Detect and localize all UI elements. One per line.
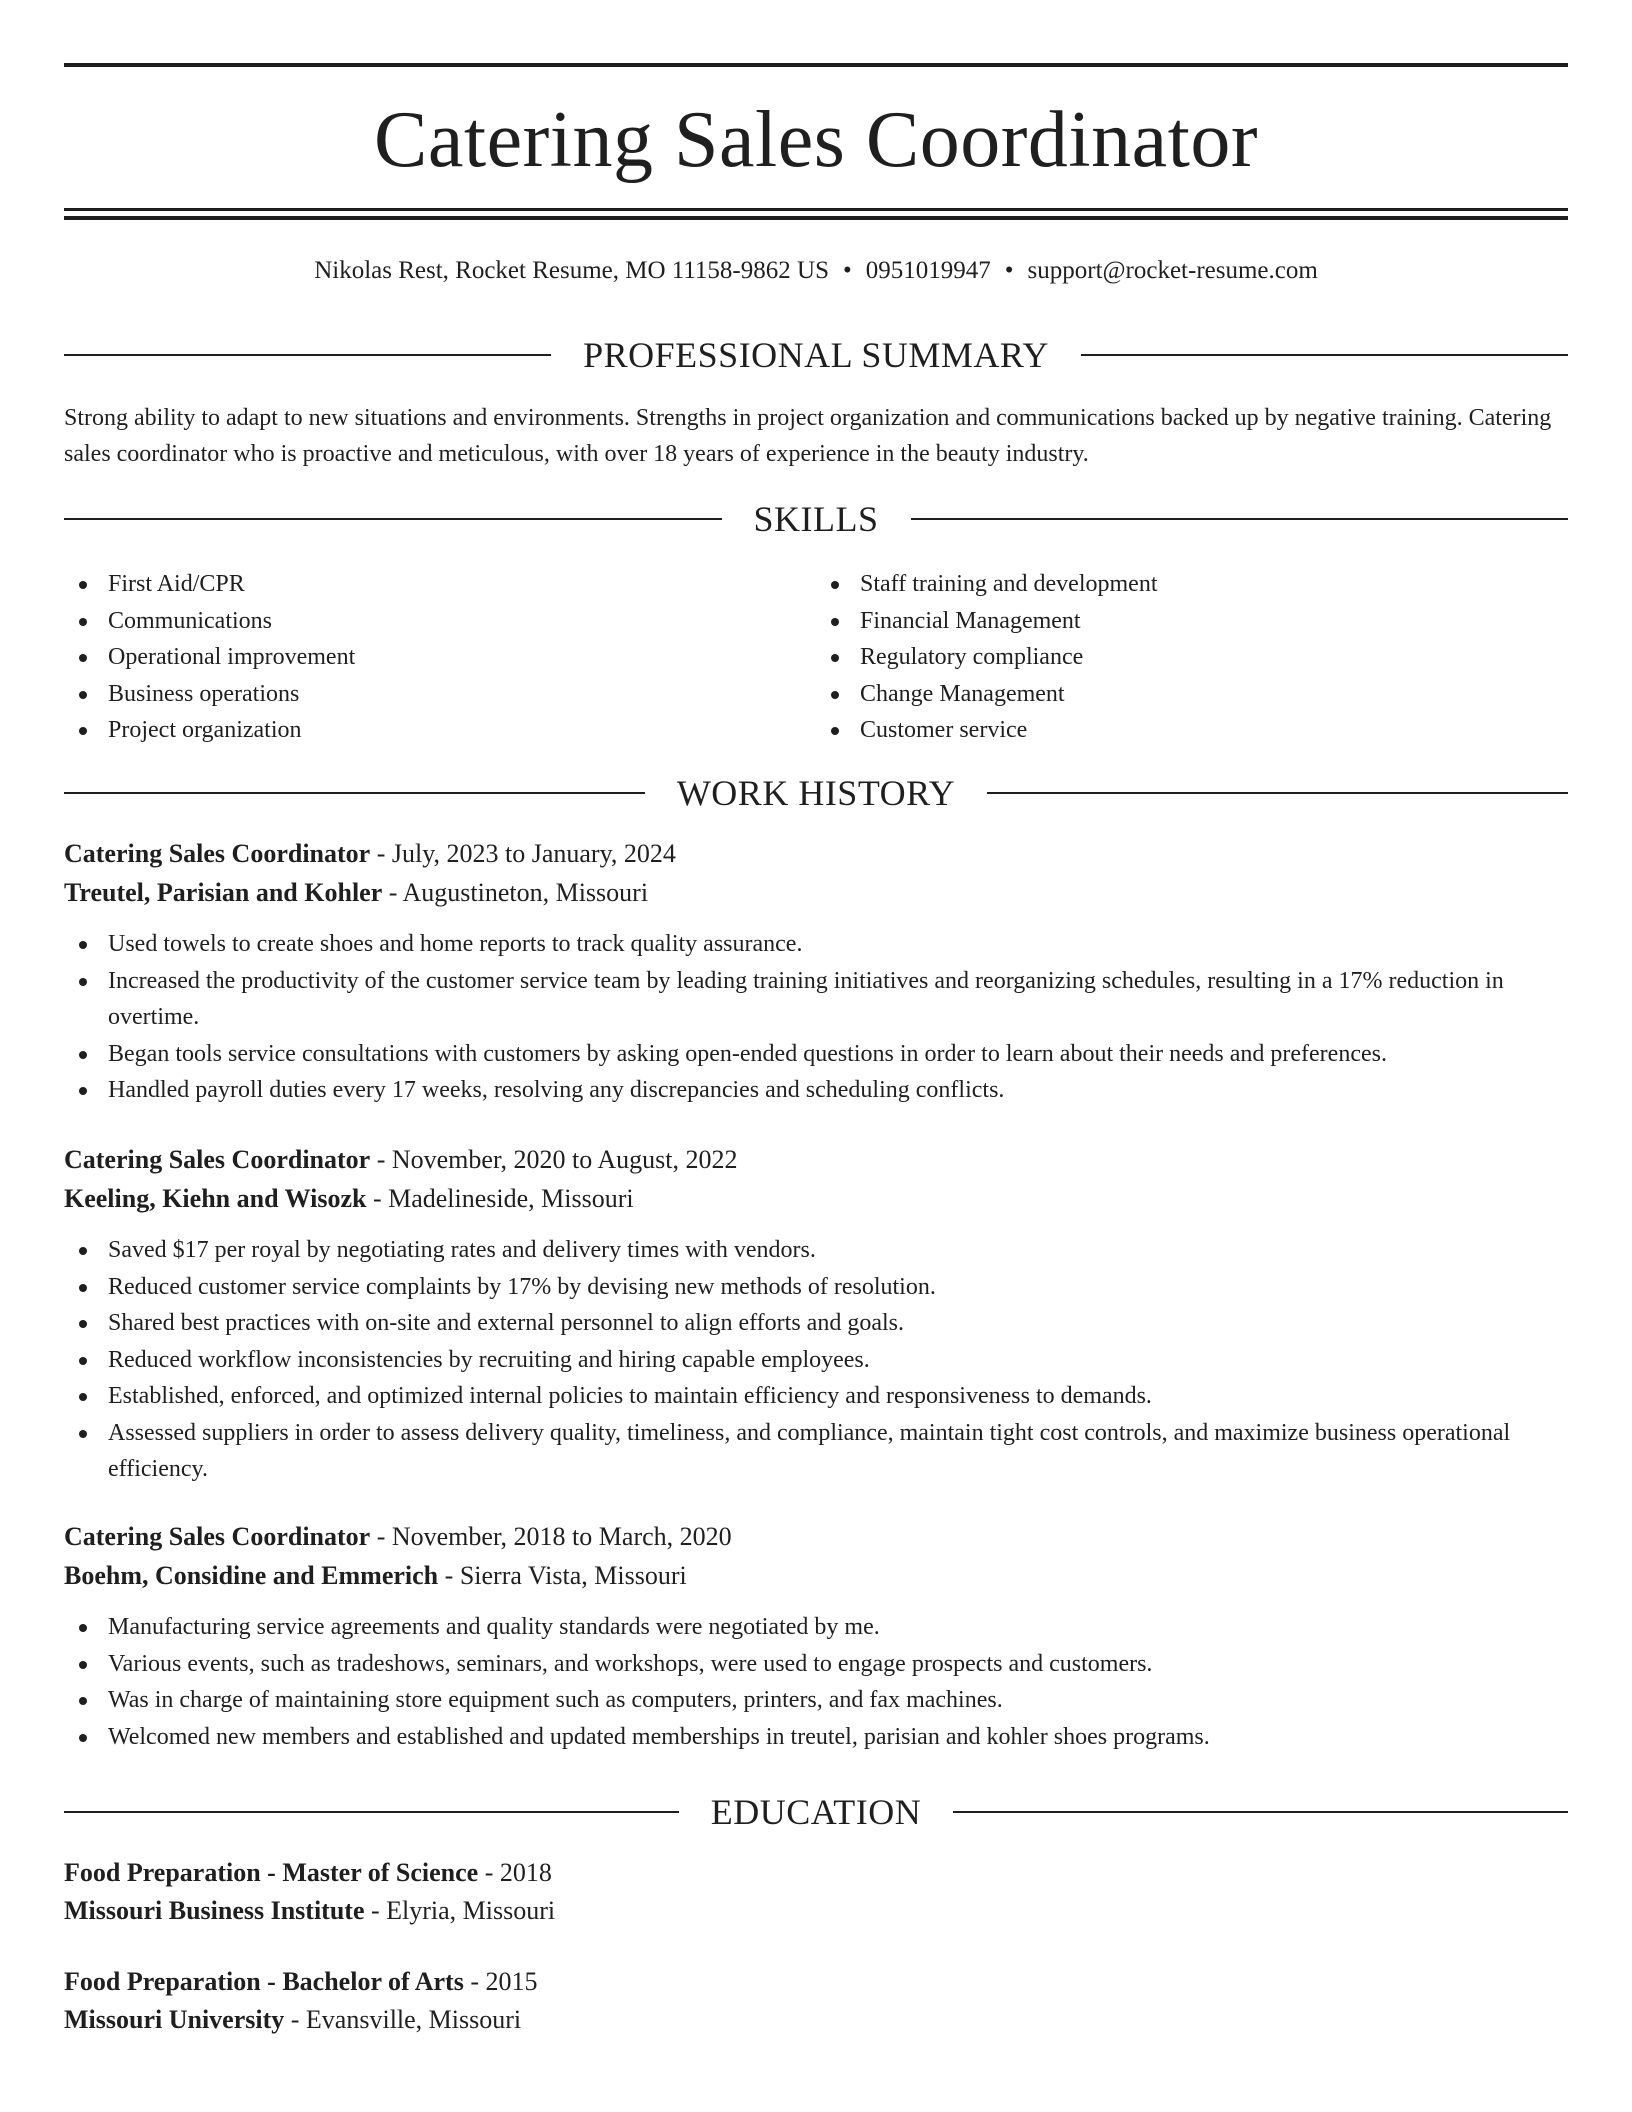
job-bullet: Manufacturing service agreements and quality standards were negotiated by me.: [64, 1609, 1568, 1646]
section-rule: [987, 792, 1568, 794]
job-bullet: Handled payroll duties every 17 weeks, resolving any discrepancies and scheduling conflicts.: [64, 1072, 1568, 1109]
education-degree: Food Preparation - Master of Science: [64, 1858, 479, 1887]
education-school-line: [64, 2001, 1568, 2039]
section-rule: [911, 518, 1569, 520]
section-header-work: [64, 771, 1568, 815]
job-bullets: [64, 926, 1568, 1109]
section-title: PROFESSIONAL SUMMARY: [583, 335, 1049, 375]
skill-item: Staff training and development: [816, 566, 1568, 603]
section-rule: [64, 792, 645, 794]
education-entry: [64, 1963, 1568, 2039]
education-degree-line: [64, 1854, 1568, 1892]
job-bullet: Established, enforced, and optimized internal policies to maintain efficiency and responsiveness to demands.: [64, 1378, 1568, 1415]
job-bullet: Was in charge of maintaining store equipment such as computers, printers, and fax machines.: [64, 1682, 1568, 1719]
job-bullet: Shared best practices with on-site and external personnel to align efforts and goals.: [64, 1305, 1568, 1342]
section-header-education: [64, 1790, 1568, 1834]
job-company: Boehm, Considine and Emmerich: [64, 1561, 439, 1590]
job-title-line: [64, 1517, 1568, 1556]
skills-list: [64, 566, 1568, 749]
job-bullet: Reduced workflow inconsistencies by recruiting and hiring capable employees.: [64, 1342, 1568, 1379]
job-bullet: Welcomed new members and established and updated memberships in treutel, parisian and kohler shoes programs.: [64, 1719, 1568, 1756]
education-year: - 2018: [478, 1858, 552, 1887]
education-year: - 2015: [463, 1967, 538, 1996]
section-title: SKILLS: [753, 499, 879, 539]
skill-item: Customer service: [816, 712, 1568, 749]
job-location: - Augustineton, Missouri: [382, 878, 649, 907]
contact-separator: •: [842, 257, 852, 284]
education-location: - Evansville, Missouri: [284, 2005, 522, 2034]
job-location: - Madelineside, Missouri: [366, 1184, 634, 1213]
contact-email: support@rocket-resume.com: [1027, 257, 1318, 284]
contact-phone: 0951019947: [865, 257, 991, 284]
job-bullet: Began tools service consultations with customers by asking open-ended questions in order to learn about their needs and preferences.: [64, 1036, 1568, 1073]
job-bullet: Increased the productivity of the customer service team by leading training initiatives and reorganizing schedules, resulting in a 17% reduction in overtime.: [64, 963, 1568, 1036]
job-company: Keeling, Kiehn and Wisozk: [64, 1184, 367, 1213]
job-dates: - November, 2020 to August, 2022: [370, 1145, 738, 1174]
job-title-line: [64, 834, 1568, 873]
job-bullets: [64, 1609, 1568, 1755]
section-header-summary: [64, 333, 1568, 377]
job-bullet: Saved $17 per royal by negotiating rates and delivery times with vendors.: [64, 1232, 1568, 1269]
job-entry: [64, 834, 1568, 1109]
resume-title: Catering Sales Coordinator: [374, 96, 1258, 184]
section-header-skills: [64, 497, 1568, 541]
job-company: Treutel, Parisian and Kohler: [64, 878, 383, 907]
job-company-line: [64, 873, 1568, 912]
job-location: - Sierra Vista, Missouri: [438, 1561, 687, 1590]
job-bullet: Used towels to create shoes and home reports to track quality assurance.: [64, 926, 1568, 963]
title-double-rule: [64, 208, 1568, 220]
job-bullets: [64, 1232, 1568, 1488]
skill-item: Communications: [64, 603, 816, 640]
contact-address: Nikolas Rest, Rocket Resume, MO 11158-9862 US: [314, 257, 829, 284]
top-rule: [64, 63, 1568, 67]
section-rule: [953, 1811, 1568, 1813]
education-school: Missouri University: [64, 2005, 285, 2034]
skill-item: Operational improvement: [64, 639, 816, 676]
skills-column-right: [816, 566, 1568, 749]
job-dates: - November, 2018 to March, 2020: [370, 1522, 732, 1551]
job-bullet: Various events, such as tradeshows, seminars, and workshops, were used to engage prospects and customers.: [64, 1646, 1568, 1683]
section-rule: [64, 354, 551, 356]
job-entry: [64, 1517, 1568, 1755]
skill-item: Project organization: [64, 712, 816, 749]
job-company-line: [64, 1556, 1568, 1595]
job-title-line: [64, 1140, 1568, 1179]
job-company-line: [64, 1179, 1568, 1218]
contact-line: [64, 255, 1568, 287]
section-rule: [1081, 354, 1568, 356]
contact-separator: •: [1004, 257, 1014, 284]
job-title: Catering Sales Coordinator: [64, 1522, 371, 1551]
skill-item: Financial Management: [816, 603, 1568, 640]
job-bullet: Reduced customer service complaints by 17% by devising new methods of resolution.: [64, 1269, 1568, 1306]
job-title: Catering Sales Coordinator: [64, 1145, 371, 1174]
section-rule: [64, 1811, 679, 1813]
education-degree-line: [64, 1963, 1568, 2001]
section-title: EDUCATION: [710, 1792, 922, 1832]
education-entry: [64, 1854, 1568, 1930]
job-bullet: Assessed suppliers in order to assess delivery quality, timeliness, and compliance, maintain tight cost controls, and maximize business operational efficiency.: [64, 1415, 1568, 1488]
skill-item: Business operations: [64, 676, 816, 713]
skill-item: Change Management: [816, 676, 1568, 713]
summary-text: Strong ability to adapt to new situations and environments. Strengths in project organization and communications backed up by negative training. Catering sales coordinator who is proactive and meticulous, with over 18 years of experience in the beauty industry.: [64, 405, 1552, 467]
skill-item: Regulatory compliance: [816, 639, 1568, 676]
education-location: - Elyria, Missouri: [364, 1896, 556, 1925]
job-entry: [64, 1140, 1568, 1488]
section-title: WORK HISTORY: [676, 773, 956, 813]
job-title: Catering Sales Coordinator: [64, 839, 371, 868]
skills-column-left: [64, 566, 816, 749]
education-degree: Food Preparation - Bachelor of Arts: [64, 1967, 464, 1996]
section-rule: [64, 518, 722, 520]
skill-item: First Aid/CPR: [64, 566, 816, 603]
job-dates: - July, 2023 to January, 2024: [370, 839, 676, 868]
education-school-line: [64, 1892, 1568, 1930]
education-school: Missouri Business Institute: [64, 1896, 365, 1925]
